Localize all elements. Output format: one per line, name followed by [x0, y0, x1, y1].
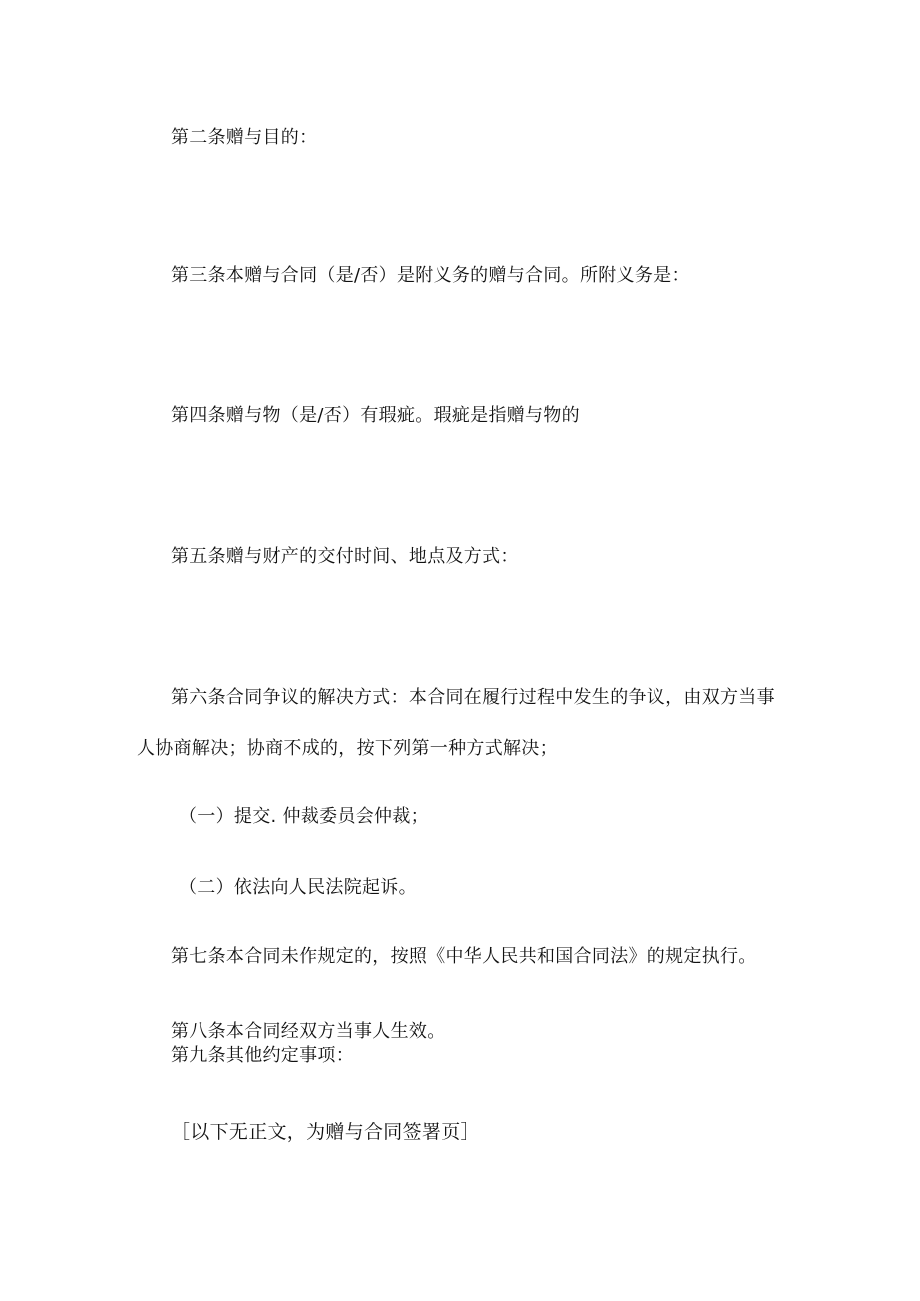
article-8-effective: 第八条本合同经双方当事人生效。 [171, 1021, 446, 1042]
article-5-delivery: 第五条赠与财产的交付时间、地点及方式： [171, 546, 519, 567]
article-6-option-court: （二）依法向人民法院起诉。 [179, 877, 417, 898]
article-6-dispute-line2: 人协商解决；协商不成的，按下列第一种方式解决； [137, 738, 558, 759]
article-7-governing-law: 第七条本合同未作规定的，按照《中华人民共和国合同法》的规定执行。 [171, 946, 757, 967]
article-9-other-terms: 第九条其他约定事项： [171, 1045, 354, 1066]
article-6-option-arbitration: （一）提交. 仲裁委员会仲裁； [179, 806, 429, 827]
article-3-obligation: 第三条本赠与合同（是/否）是附义务的赠与合同。所附义务是： [171, 265, 690, 286]
end-of-text-note: ［以下无正文，为赠与合同签署页］ [171, 1121, 480, 1143]
article-6-dispute-line1: 第六条合同争议的解决方式：本合同在履行过程中发生的争议，由双方当事 [171, 687, 775, 708]
article-2-purpose: 第二条赠与目的： [171, 127, 318, 148]
article-4-defect: 第四条赠与物（是/否）有瑕疵。瑕疵是指赠与物的 [171, 405, 580, 426]
